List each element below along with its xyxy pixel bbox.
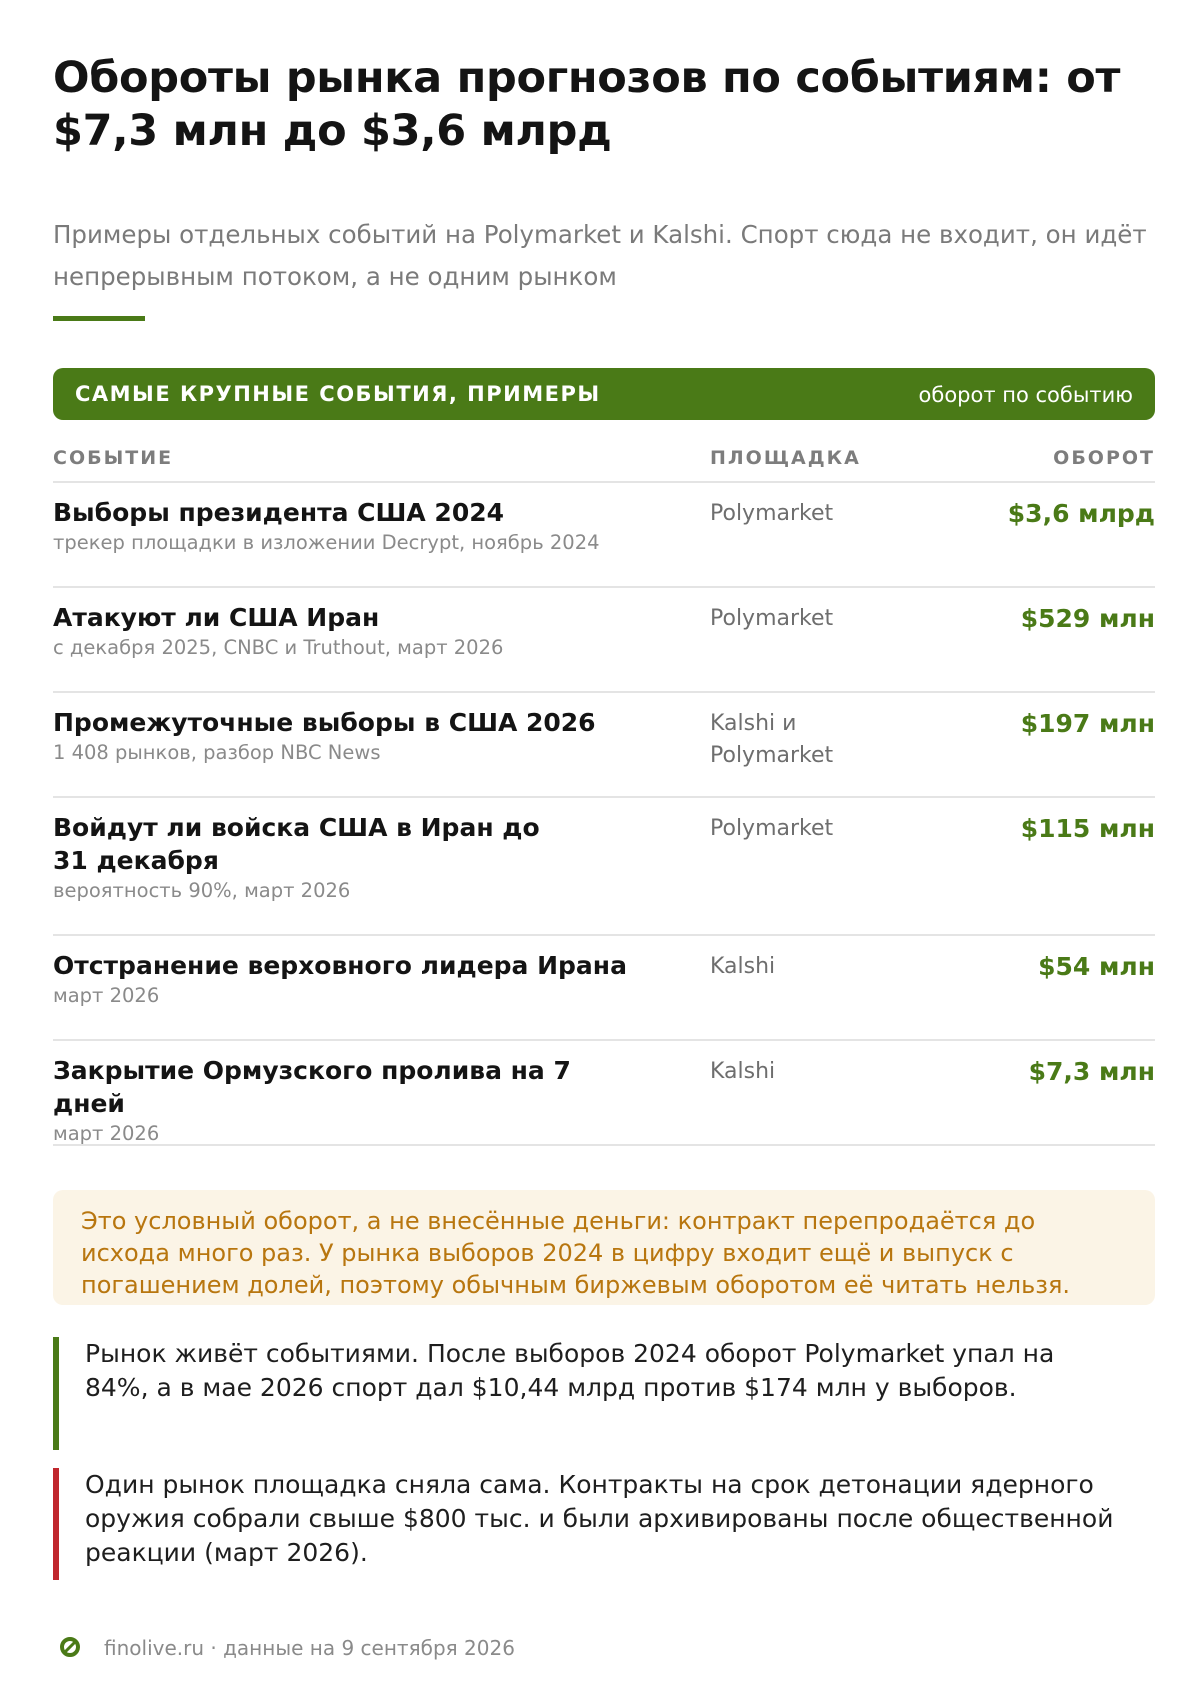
event-title: Закрытие Ормузского пролива на 7 дней bbox=[53, 1056, 571, 1118]
warning-callout bbox=[53, 1190, 1155, 1305]
table-column-headers bbox=[53, 447, 1155, 483]
event-source-note: март 2026 bbox=[53, 1122, 160, 1145]
venue-cell: Polymarket bbox=[710, 501, 834, 526]
callout-text: Это условный оборот, а не внесённые деньги: контракт перепродаётся до исхода много раз. У рынка выборов 2024 в цифру входит ещё и выпуск с погашением долей, поэтому обычным биржевым оборотом её читать нельзя. bbox=[81, 1207, 1071, 1299]
event-cell bbox=[53, 949, 633, 1009]
event-title: Отстранение верховного лидера Ирана bbox=[53, 951, 627, 980]
table-bar-note: оборот по событию bbox=[918, 383, 1133, 407]
event-source-note: вероятность 90%, март 2026 bbox=[53, 879, 351, 902]
footer-source-text: finolive.ru · данные на 9 сентября 2026 bbox=[104, 1636, 515, 1660]
page-subtitle: Примеры отдельных событий на Polymarket и Kalshi. Спорт сюда не входит, он идёт непрерывным потоком, а не одним рынком bbox=[53, 220, 1147, 291]
venue-cell: Polymarket bbox=[710, 816, 834, 841]
event-source-note: 1 408 рынков, разбор NBC News bbox=[53, 741, 381, 764]
column-header-event: СОБЫТИЕ bbox=[53, 447, 174, 469]
event-title: Войдут ли войска США в Иран до 31 декабря bbox=[53, 813, 540, 875]
page-title: Обороты рынка прогнозов по событиям: от $7,3 млн до $3,6 млрд bbox=[53, 53, 1121, 156]
turnover-value: $115 млн bbox=[1020, 814, 1155, 843]
red-accent-stripe bbox=[53, 1468, 59, 1580]
insight-note-red bbox=[53, 1468, 1155, 1580]
green-accent-stripe bbox=[53, 1337, 59, 1450]
table-row bbox=[53, 693, 1155, 798]
events-table bbox=[53, 483, 1155, 1146]
event-cell bbox=[53, 1054, 633, 1147]
title-accent-divider bbox=[53, 316, 145, 321]
turnover-value: $529 млн bbox=[1020, 604, 1155, 633]
insight-note-green bbox=[53, 1337, 1155, 1450]
event-cell bbox=[53, 496, 633, 556]
table-row bbox=[53, 588, 1155, 693]
event-cell bbox=[53, 706, 633, 766]
event-cell bbox=[53, 601, 633, 661]
insight-note-text: Один рынок площадка сняла сама. Контракты на срок детонации ядерного оружия собрали свыше $800 тыс. и были архивированы после общественной реакции (март 2026). bbox=[85, 1470, 1114, 1567]
table-row bbox=[53, 483, 1155, 588]
turnover-value: $54 млн bbox=[1038, 952, 1155, 981]
column-header-venue: ПЛОЩАДКА bbox=[710, 447, 861, 469]
table-row bbox=[53, 936, 1155, 1041]
table-row bbox=[53, 1041, 1155, 1146]
event-source-note: трекер площадки в изложении Decrypt, ноябрь 2024 bbox=[53, 531, 600, 554]
event-title: Атакуют ли США Иран bbox=[53, 603, 380, 632]
footer bbox=[59, 1634, 959, 1664]
column-header-turnover: ОБОРОТ bbox=[1053, 447, 1155, 469]
event-cell bbox=[53, 811, 633, 904]
venue-cell: Kalshi bbox=[710, 954, 776, 979]
finolive-logo-icon bbox=[59, 1636, 81, 1658]
venue-cell: Kalshi bbox=[710, 1059, 776, 1084]
venue-cell: Kalshi и Polymarket bbox=[710, 711, 834, 768]
event-title: Промежуточные выборы в США 2026 bbox=[53, 708, 596, 737]
table-bar-title: САМЫЕ КРУПНЫЕ СОБЫТИЯ, ПРИМЕРЫ bbox=[75, 382, 601, 406]
table-header-bar bbox=[53, 368, 1155, 420]
insight-note-text: Рынок живёт событиями. После выборов 2024 оборот Polymarket упал на 84%, а в мае 2026 спорт дал $10,44 млрд против $174 млн у выборов. bbox=[85, 1339, 1055, 1402]
event-title: Выборы президента США 2024 bbox=[53, 498, 505, 527]
turnover-value: $197 млн bbox=[1020, 709, 1155, 738]
table-row bbox=[53, 798, 1155, 936]
venue-cell: Polymarket bbox=[710, 606, 834, 631]
event-source-note: с декабря 2025, CNBC и Truthout, март 2026 bbox=[53, 636, 504, 659]
turnover-value: $7,3 млн bbox=[1028, 1057, 1155, 1086]
event-source-note: март 2026 bbox=[53, 984, 160, 1007]
turnover-value: $3,6 млрд bbox=[1007, 499, 1155, 528]
